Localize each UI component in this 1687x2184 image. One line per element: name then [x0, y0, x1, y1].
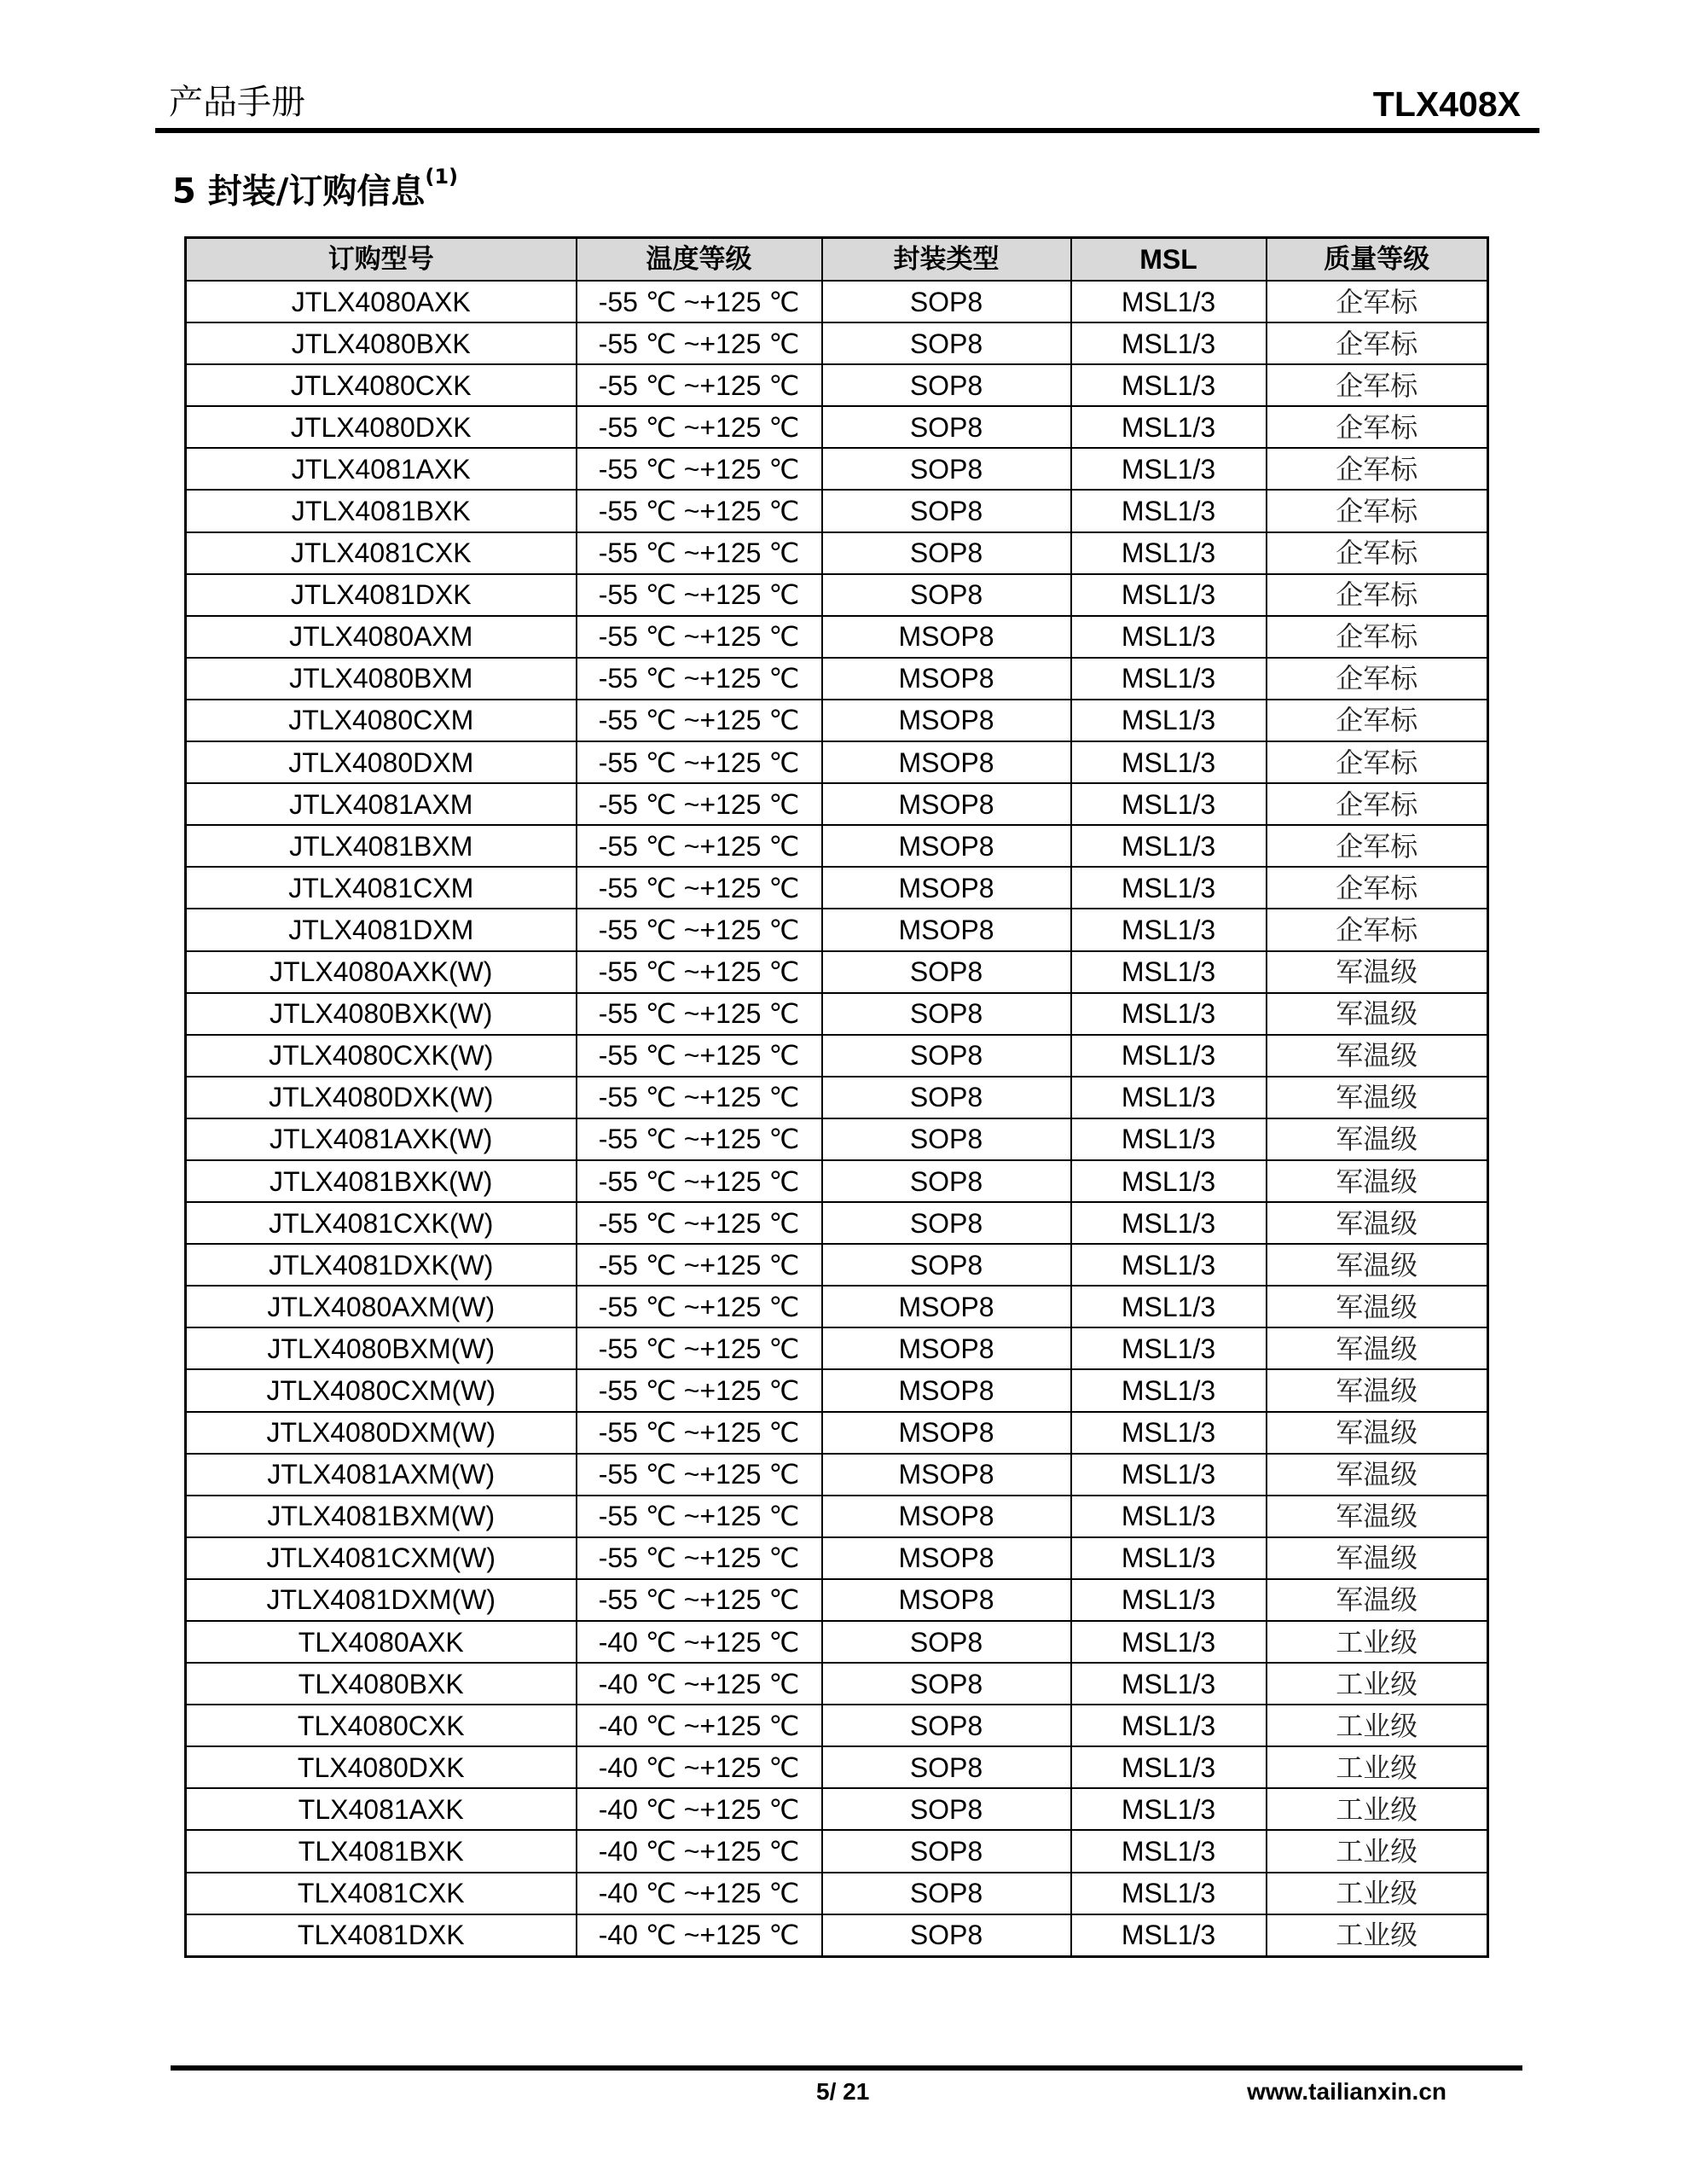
cell-order-model: JTLX4080CXK(W): [186, 1035, 577, 1077]
cell-package: MSOP8: [822, 1496, 1071, 1537]
cell-quality-grade: 企军标: [1267, 616, 1488, 658]
table-row: [186, 448, 1488, 490]
cell-quality-grade: 企军标: [1267, 574, 1488, 616]
cell-package: SOP8: [822, 281, 1071, 322]
document-title: 产品手册: [169, 83, 305, 122]
cell-quality-grade: 军温级: [1267, 993, 1488, 1035]
column-header-package: 封装类型: [822, 238, 1071, 282]
table-row: [186, 700, 1488, 741]
header-rule: [155, 128, 1539, 133]
cell-order-model: JTLX4081CXK: [186, 532, 577, 574]
table-row: [186, 741, 1488, 783]
cell-msl: MSL1/3: [1071, 658, 1267, 700]
cell-quality-grade: 工业级: [1267, 1830, 1488, 1872]
cell-msl: MSL1/3: [1071, 909, 1267, 950]
cell-quality-grade: 军温级: [1267, 1454, 1488, 1496]
table-row: [186, 1160, 1488, 1202]
cell-quality-grade: 工业级: [1267, 1788, 1488, 1830]
cell-temperature: -55 ℃ ~+125 ℃: [577, 1369, 822, 1411]
cell-order-model: JTLX4080AXK: [186, 281, 577, 322]
cell-temperature: -55 ℃ ~+125 ℃: [577, 406, 822, 448]
cell-package: SOP8: [822, 490, 1071, 531]
cell-order-model: JTLX4080DXM: [186, 741, 577, 783]
cell-msl: MSL1/3: [1071, 448, 1267, 490]
cell-msl: MSL1/3: [1071, 1454, 1267, 1496]
cell-msl: MSL1/3: [1071, 700, 1267, 741]
cell-temperature: -55 ℃ ~+125 ℃: [577, 1035, 822, 1077]
cell-order-model: JTLX4081BXK(W): [186, 1160, 577, 1202]
cell-package: SOP8: [822, 322, 1071, 364]
cell-order-model: TLX4081CXK: [186, 1873, 577, 1914]
cell-package: MSOP8: [822, 700, 1071, 741]
table-row: [186, 1621, 1488, 1663]
cell-package: MSOP8: [822, 741, 1071, 783]
cell-package: SOP8: [822, 1830, 1071, 1872]
ordering-info-table: [184, 236, 1489, 1958]
table-header-row: [186, 238, 1488, 282]
cell-quality-grade: 工业级: [1267, 1914, 1488, 1957]
cell-msl: MSL1/3: [1071, 1202, 1267, 1244]
cell-temperature: -55 ℃ ~+125 ℃: [577, 1412, 822, 1454]
cell-package: SOP8: [822, 364, 1071, 406]
cell-order-model: JTLX4081BXM(W): [186, 1496, 577, 1537]
cell-order-model: JTLX4081CXM: [186, 867, 577, 909]
cell-msl: MSL1/3: [1071, 1286, 1267, 1327]
cell-temperature: -55 ℃ ~+125 ℃: [577, 741, 822, 783]
cell-msl: MSL1/3: [1071, 825, 1267, 867]
cell-package: MSOP8: [822, 783, 1071, 825]
cell-temperature: -55 ℃ ~+125 ℃: [577, 825, 822, 867]
table-row: [186, 1412, 1488, 1454]
cell-temperature: -55 ℃ ~+125 ℃: [577, 1454, 822, 1496]
cell-msl: MSL1/3: [1071, 1746, 1267, 1788]
cell-package: MSOP8: [822, 1327, 1071, 1369]
cell-package: MSOP8: [822, 1286, 1071, 1327]
cell-temperature: -55 ℃ ~+125 ℃: [577, 700, 822, 741]
cell-temperature: -55 ℃ ~+125 ℃: [577, 909, 822, 950]
cell-package: SOP8: [822, 1160, 1071, 1202]
table-row: [186, 1327, 1488, 1369]
cell-temperature: -55 ℃ ~+125 ℃: [577, 574, 822, 616]
cell-temperature: -55 ℃ ~+125 ℃: [577, 1244, 822, 1286]
cell-package: SOP8: [822, 1244, 1071, 1286]
table-row: [186, 281, 1488, 322]
cell-order-model: JTLX4081AXK(W): [186, 1118, 577, 1160]
table-row: [186, 490, 1488, 531]
cell-temperature: -40 ℃ ~+125 ℃: [577, 1705, 822, 1746]
cell-msl: MSL1/3: [1071, 1579, 1267, 1621]
cell-order-model: TLX4081AXK: [186, 1788, 577, 1830]
cell-quality-grade: 企军标: [1267, 406, 1488, 448]
section-heading: [172, 158, 458, 217]
cell-quality-grade: 企军标: [1267, 741, 1488, 783]
cell-quality-grade: 企军标: [1267, 322, 1488, 364]
cell-quality-grade: 工业级: [1267, 1663, 1488, 1705]
table-row: [186, 532, 1488, 574]
part-number-title: TLX408X: [1372, 84, 1521, 124]
table-row: [186, 1035, 1488, 1077]
cell-quality-grade: 军温级: [1267, 1244, 1488, 1286]
cell-order-model: TLX4080BXK: [186, 1663, 577, 1705]
cell-temperature: -55 ℃ ~+125 ℃: [577, 783, 822, 825]
table-row: [186, 1286, 1488, 1327]
cell-msl: MSL1/3: [1071, 1412, 1267, 1454]
cell-package: MSOP8: [822, 867, 1071, 909]
footnote-marker: (1): [425, 165, 459, 189]
cell-quality-grade: 军温级: [1267, 1579, 1488, 1621]
cell-temperature: -40 ℃ ~+125 ℃: [577, 1621, 822, 1663]
cell-msl: MSL1/3: [1071, 1873, 1267, 1914]
table-row: [186, 1830, 1488, 1872]
table-row: [186, 1496, 1488, 1537]
cell-temperature: -55 ℃ ~+125 ℃: [577, 1537, 822, 1579]
cell-quality-grade: 企军标: [1267, 658, 1488, 700]
cell-order-model: JTLX4081DXK(W): [186, 1244, 577, 1286]
cell-msl: MSL1/3: [1071, 281, 1267, 322]
cell-order-model: JTLX4080CXM: [186, 700, 577, 741]
cell-package: SOP8: [822, 1705, 1071, 1746]
cell-quality-grade: 军温级: [1267, 1496, 1488, 1537]
cell-order-model: JTLX4081AXM(W): [186, 1454, 577, 1496]
footer-rule: [171, 2065, 1522, 2071]
table-row: [186, 658, 1488, 700]
cell-package: SOP8: [822, 993, 1071, 1035]
cell-quality-grade: 军温级: [1267, 1160, 1488, 1202]
cell-order-model: JTLX4080BXK: [186, 322, 577, 364]
cell-temperature: -55 ℃ ~+125 ℃: [577, 1327, 822, 1369]
cell-msl: MSL1/3: [1071, 1118, 1267, 1160]
cell-package: MSOP8: [822, 658, 1071, 700]
cell-quality-grade: 军温级: [1267, 1327, 1488, 1369]
cell-quality-grade: 工业级: [1267, 1873, 1488, 1914]
cell-package: MSOP8: [822, 1537, 1071, 1579]
cell-msl: MSL1/3: [1071, 1496, 1267, 1537]
cell-package: MSOP8: [822, 1412, 1071, 1454]
cell-msl: MSL1/3: [1071, 1537, 1267, 1579]
cell-order-model: JTLX4080BXM: [186, 658, 577, 700]
cell-order-model: JTLX4080AXM: [186, 616, 577, 658]
cell-order-model: JTLX4081AXM: [186, 783, 577, 825]
table-row: [186, 1077, 1488, 1118]
cell-order-model: JTLX4081BXK: [186, 490, 577, 531]
cell-temperature: -40 ℃ ~+125 ℃: [577, 1830, 822, 1872]
cell-package: MSOP8: [822, 1454, 1071, 1496]
cell-package: SOP8: [822, 951, 1071, 993]
column-header-msl: MSL: [1071, 238, 1267, 282]
table-row: [186, 364, 1488, 406]
cell-quality-grade: 企军标: [1267, 825, 1488, 867]
cell-order-model: JTLX4080CXM(W): [186, 1369, 577, 1411]
cell-temperature: -40 ℃ ~+125 ℃: [577, 1663, 822, 1705]
cell-quality-grade: 企军标: [1267, 867, 1488, 909]
cell-order-model: TLX4081BXK: [186, 1830, 577, 1872]
cell-quality-grade: 军温级: [1267, 1369, 1488, 1411]
table-row: [186, 406, 1488, 448]
cell-package: SOP8: [822, 1077, 1071, 1118]
table-row: [186, 1369, 1488, 1411]
cell-temperature: -40 ℃ ~+125 ℃: [577, 1788, 822, 1830]
cell-msl: MSL1/3: [1071, 1621, 1267, 1663]
cell-order-model: JTLX4081CXM(W): [186, 1537, 577, 1579]
table-row: [186, 1914, 1488, 1957]
cell-package: SOP8: [822, 532, 1071, 574]
cell-msl: MSL1/3: [1071, 1035, 1267, 1077]
cell-package: SOP8: [822, 448, 1071, 490]
table-row: [186, 1705, 1488, 1746]
table-row: [186, 1118, 1488, 1160]
cell-quality-grade: 企军标: [1267, 783, 1488, 825]
cell-quality-grade: 企军标: [1267, 364, 1488, 406]
cell-quality-grade: 工业级: [1267, 1705, 1488, 1746]
cell-temperature: -55 ℃ ~+125 ℃: [577, 1579, 822, 1621]
cell-temperature: -55 ℃ ~+125 ℃: [577, 1118, 822, 1160]
table-row: [186, 616, 1488, 658]
cell-msl: MSL1/3: [1071, 616, 1267, 658]
cell-package: SOP8: [822, 1663, 1071, 1705]
cell-temperature: -55 ℃ ~+125 ℃: [577, 1496, 822, 1537]
cell-temperature: -55 ℃ ~+125 ℃: [577, 281, 822, 322]
cell-package: MSOP8: [822, 1369, 1071, 1411]
cell-order-model: JTLX4081CXK(W): [186, 1202, 577, 1244]
cell-temperature: -55 ℃ ~+125 ℃: [577, 1160, 822, 1202]
cell-package: MSOP8: [822, 825, 1071, 867]
table-row: [186, 783, 1488, 825]
column-header-order-model: 订购型号: [186, 238, 577, 282]
cell-temperature: -55 ℃ ~+125 ℃: [577, 616, 822, 658]
cell-temperature: -55 ℃ ~+125 ℃: [577, 364, 822, 406]
table-row: [186, 322, 1488, 364]
cell-msl: MSL1/3: [1071, 867, 1267, 909]
cell-msl: MSL1/3: [1071, 1369, 1267, 1411]
table-row: [186, 1873, 1488, 1914]
cell-package: SOP8: [822, 1118, 1071, 1160]
cell-order-model: TLX4080CXK: [186, 1705, 577, 1746]
cell-order-model: JTLX4081DXK: [186, 574, 577, 616]
cell-quality-grade: 企军标: [1267, 490, 1488, 531]
cell-quality-grade: 企军标: [1267, 909, 1488, 950]
table-row: [186, 1537, 1488, 1579]
cell-order-model: TLX4081DXK: [186, 1914, 577, 1957]
cell-package: MSOP8: [822, 909, 1071, 950]
cell-temperature: -55 ℃ ~+125 ℃: [577, 322, 822, 364]
table-row: [186, 867, 1488, 909]
table-row: [186, 1663, 1488, 1705]
cell-order-model: JTLX4080DXM(W): [186, 1412, 577, 1454]
cell-temperature: -40 ℃ ~+125 ℃: [577, 1914, 822, 1957]
cell-order-model: TLX4080AXK: [186, 1621, 577, 1663]
cell-package: SOP8: [822, 1746, 1071, 1788]
page-number: 5/ 21: [816, 2078, 870, 2105]
cell-order-model: JTLX4081DXM: [186, 909, 577, 950]
cell-quality-grade: 军温级: [1267, 1202, 1488, 1244]
cell-temperature: -55 ℃ ~+125 ℃: [577, 1077, 822, 1118]
cell-msl: MSL1/3: [1071, 1830, 1267, 1872]
table-row: [186, 1746, 1488, 1788]
cell-msl: MSL1/3: [1071, 783, 1267, 825]
cell-package: SOP8: [822, 1202, 1071, 1244]
cell-temperature: -55 ℃ ~+125 ℃: [577, 951, 822, 993]
cell-msl: MSL1/3: [1071, 1160, 1267, 1202]
cell-package: SOP8: [822, 1621, 1071, 1663]
cell-msl: MSL1/3: [1071, 574, 1267, 616]
cell-temperature: -55 ℃ ~+125 ℃: [577, 993, 822, 1035]
cell-order-model: JTLX4081AXK: [186, 448, 577, 490]
table-row: [186, 825, 1488, 867]
table-body: [186, 281, 1488, 1956]
cell-quality-grade: 工业级: [1267, 1746, 1488, 1788]
cell-quality-grade: 军温级: [1267, 951, 1488, 993]
cell-msl: MSL1/3: [1071, 741, 1267, 783]
cell-order-model: JTLX4080AXM(W): [186, 1286, 577, 1327]
cell-order-model: JTLX4081DXM(W): [186, 1579, 577, 1621]
cell-quality-grade: 军温级: [1267, 1118, 1488, 1160]
cell-msl: MSL1/3: [1071, 1327, 1267, 1369]
cell-quality-grade: 军温级: [1267, 1537, 1488, 1579]
cell-msl: MSL1/3: [1071, 1914, 1267, 1957]
cell-temperature: -55 ℃ ~+125 ℃: [577, 1286, 822, 1327]
cell-msl: MSL1/3: [1071, 1077, 1267, 1118]
table-row: [186, 1244, 1488, 1286]
cell-quality-grade: 军温级: [1267, 1035, 1488, 1077]
cell-package: SOP8: [822, 1914, 1071, 1957]
table-row: [186, 1454, 1488, 1496]
cell-quality-grade: 企军标: [1267, 532, 1488, 574]
cell-order-model: JTLX4080BXK(W): [186, 993, 577, 1035]
cell-package: MSOP8: [822, 616, 1071, 658]
column-header-temperature: 温度等级: [577, 238, 822, 282]
cell-temperature: -55 ℃ ~+125 ℃: [577, 658, 822, 700]
cell-quality-grade: 军温级: [1267, 1286, 1488, 1327]
cell-quality-grade: 军温级: [1267, 1077, 1488, 1118]
cell-package: SOP8: [822, 1035, 1071, 1077]
cell-quality-grade: 军温级: [1267, 1412, 1488, 1454]
cell-temperature: -55 ℃ ~+125 ℃: [577, 867, 822, 909]
cell-quality-grade: 工业级: [1267, 1621, 1488, 1663]
cell-package: SOP8: [822, 406, 1071, 448]
cell-package: SOP8: [822, 1788, 1071, 1830]
website-url: www.tailianxin.cn: [1247, 2078, 1446, 2105]
cell-temperature: -55 ℃ ~+125 ℃: [577, 490, 822, 531]
cell-msl: MSL1/3: [1071, 1788, 1267, 1830]
cell-temperature: -40 ℃ ~+125 ℃: [577, 1746, 822, 1788]
cell-msl: MSL1/3: [1071, 951, 1267, 993]
table-row: [186, 1788, 1488, 1830]
cell-msl: MSL1/3: [1071, 490, 1267, 531]
cell-temperature: -55 ℃ ~+125 ℃: [577, 448, 822, 490]
table-row: [186, 909, 1488, 950]
table-row: [186, 951, 1488, 993]
cell-msl: MSL1/3: [1071, 532, 1267, 574]
cell-temperature: -55 ℃ ~+125 ℃: [577, 532, 822, 574]
table-row: [186, 1579, 1488, 1621]
cell-package: SOP8: [822, 1873, 1071, 1914]
column-header-quality-grade: 质量等级: [1267, 238, 1488, 282]
cell-msl: MSL1/3: [1071, 1705, 1267, 1746]
cell-msl: MSL1/3: [1071, 1244, 1267, 1286]
cell-msl: MSL1/3: [1071, 322, 1267, 364]
cell-order-model: JTLX4080DXK(W): [186, 1077, 577, 1118]
table-row: [186, 574, 1488, 616]
cell-order-model: JTLX4080DXK: [186, 406, 577, 448]
cell-package: MSOP8: [822, 1579, 1071, 1621]
section-heading-text: 5 封装/订购信息: [172, 171, 426, 212]
cell-order-model: JTLX4080AXK(W): [186, 951, 577, 993]
cell-msl: MSL1/3: [1071, 993, 1267, 1035]
table-row: [186, 1202, 1488, 1244]
cell-msl: MSL1/3: [1071, 406, 1267, 448]
cell-order-model: TLX4080DXK: [186, 1746, 577, 1788]
cell-order-model: JTLX4080CXK: [186, 364, 577, 406]
cell-quality-grade: 企军标: [1267, 281, 1488, 322]
cell-msl: MSL1/3: [1071, 1663, 1267, 1705]
cell-quality-grade: 企军标: [1267, 448, 1488, 490]
cell-temperature: -55 ℃ ~+125 ℃: [577, 1202, 822, 1244]
table-row: [186, 993, 1488, 1035]
cell-order-model: JTLX4081BXM: [186, 825, 577, 867]
cell-package: SOP8: [822, 574, 1071, 616]
cell-order-model: JTLX4080BXM(W): [186, 1327, 577, 1369]
cell-msl: MSL1/3: [1071, 364, 1267, 406]
cell-quality-grade: 企军标: [1267, 700, 1488, 741]
cell-temperature: -40 ℃ ~+125 ℃: [577, 1873, 822, 1914]
